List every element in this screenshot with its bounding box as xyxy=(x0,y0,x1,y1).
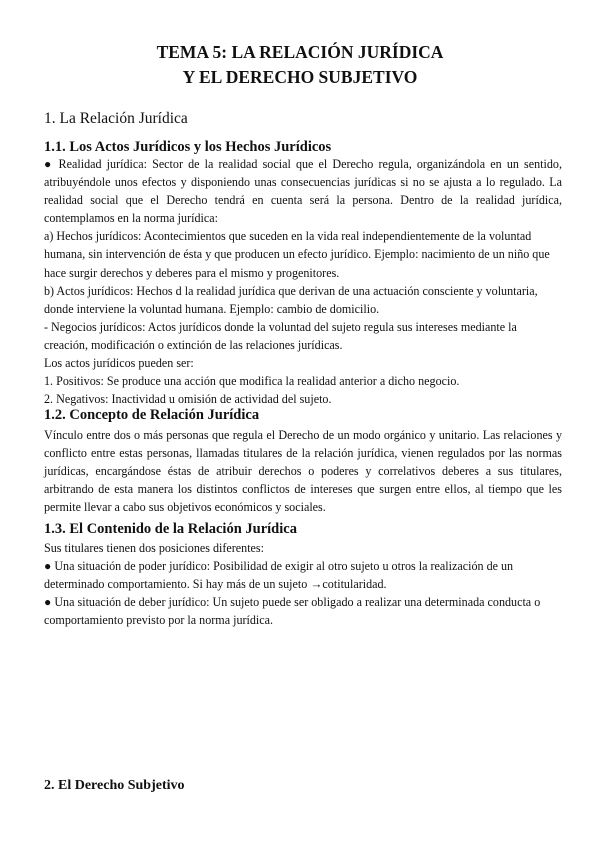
title-line-2: Y EL DERECHO SUBJETIVO xyxy=(182,67,418,87)
section-1-2-body xyxy=(44,426,562,516)
paragraph-positivos: 1. Positivos: Se produce una acción que modifica la realidad anterior a dicho negocio. xyxy=(44,374,460,389)
paragraph-actos-juridicos: b) Actos jurídicos: Hechos d la realidad jurídica que derivan de una actuación consciente y voluntaria, donde interviene la voluntad humana. Ejemplo: cambio de domicilio. xyxy=(44,283,538,316)
section-2-heading: 2. El Derecho Subjetivo xyxy=(44,778,185,793)
paragraph-poder-juridico: ● Una situación de poder jurídico: Posibilidad de exigir al otro sujeto u otros la realización de un determinado comportamiento. Si hay más de un sujeto →cotitularidad. xyxy=(44,559,514,592)
paragraph-negativos: 2. Negativos: Inactividad u omisión de actividad del sujeto. xyxy=(44,392,332,407)
title-line-1: TEMA 5: LA RELACIÓN JURÍDICA xyxy=(156,42,444,62)
paragraph-realidad-juridica: ● Realidad jurídica: Sector de la realidad social que el Derecho regula, organizándola en un sentido, atribuyéndole unos efectos y disponiendo unas consecuencias jurídicas si no se ajusta a lo regulado. La realidad social que el Derecho tendrá en cuenta será la persona. Dentro de la realidad jurídica, contemplamos en la norma jurídica: xyxy=(44,157,562,226)
section-1-heading: 1. La Relación Jurídica xyxy=(44,110,188,127)
section-1-1-heading: 1.1. Los Actos Jurídicos y los Hechos Jurídicos xyxy=(44,139,332,155)
section-1-3-body xyxy=(44,539,562,629)
section-1-3-heading: 1.3. El Contenido de la Relación Jurídica xyxy=(44,521,297,537)
paragraph-negocios-juridicos: - Negocios jurídicos: Actos jurídicos donde la voluntad del sujeto regula sus intereses mediante la creación, modificación o extinción de las relaciones jurídicas. xyxy=(44,319,517,352)
paragraph-actos-tipos-intro: Los actos jurídicos pueden ser: xyxy=(44,356,194,371)
section-1-1-body xyxy=(44,155,562,408)
paragraph-concepto-relacion: Vínculo entre dos o más personas que regula el Derecho de un modo orgánico y unitario. Las relaciones y conflicto entre estas personas, llamadas titulares de la relación jurídica, vienen regulados por las normas jurídicas, encargándose éstas de atribuir derechos o poderes y correlativos deberes a sus titulares, arbitrando de esta manera los distintos conflictos de intereses que surgen entre ellos, al tiempo que les permite llevar a cabo sus objetivos económicos y sociales. xyxy=(44,428,562,515)
paragraph-deber-juridico: ● Una situación de deber jurídico: Un sujeto puede ser obligado a realizar una determinada conducta o comportamiento previsto por la norma jurídica. xyxy=(44,595,541,628)
document-title xyxy=(0,40,600,90)
paragraph-hechos-juridicos: a) Hechos jurídicos: Acontecimientos que suceden en la vida real independientemente de la voluntad humana, sin intervención de ésta y que producen un efecto jurídico. Ejemplo: nacimiento de un niño que hace surgir derechos y deberes para el mismo y progenitores. xyxy=(44,229,550,280)
section-1-2-heading: 1.2. Concepto de Relación Jurídica xyxy=(44,407,260,423)
paragraph-posiciones-intro: Sus titulares tienen dos posiciones diferentes: xyxy=(44,541,264,555)
